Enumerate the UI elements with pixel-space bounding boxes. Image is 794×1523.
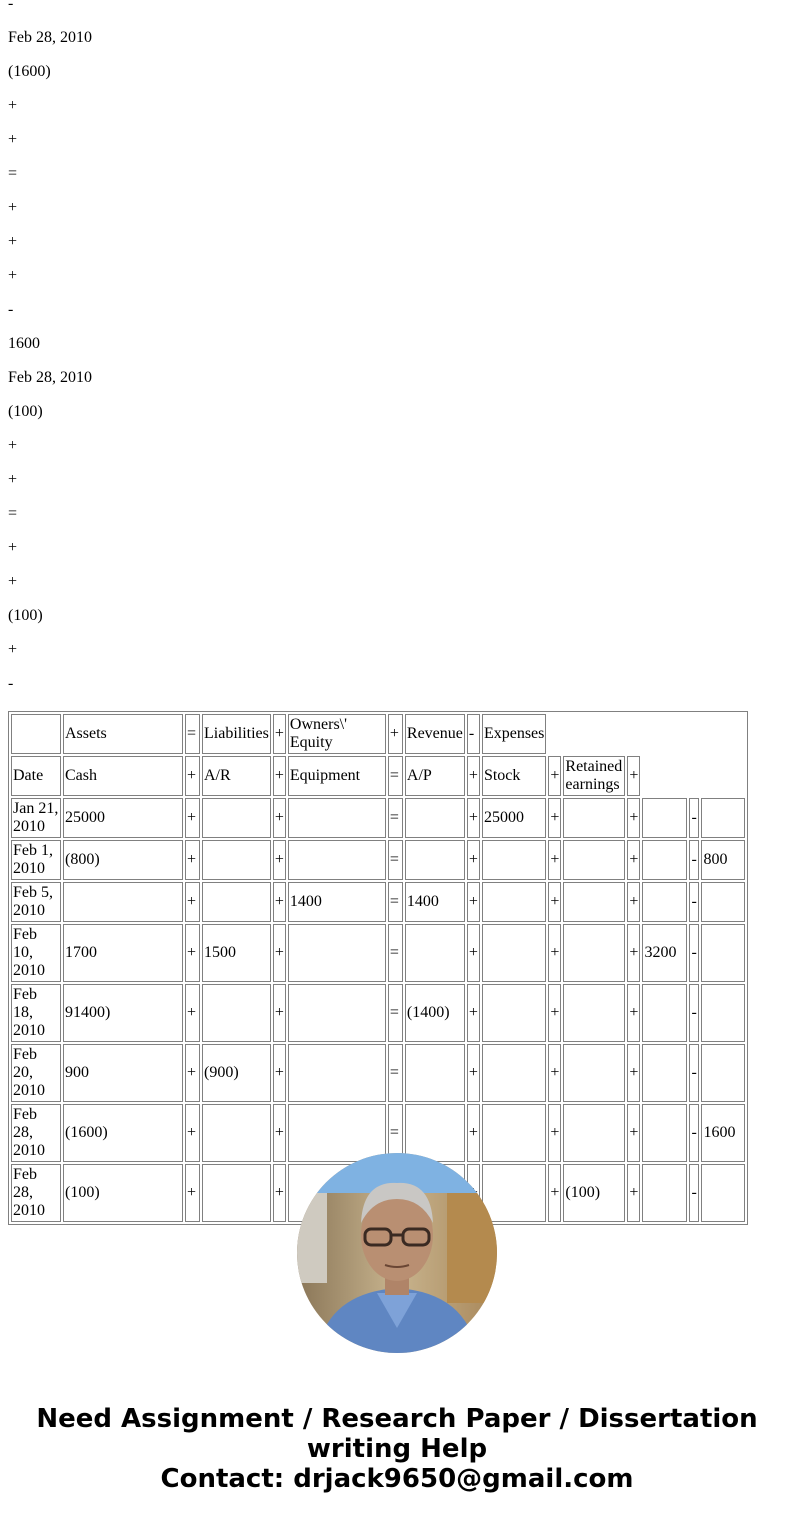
table-cell	[482, 1044, 546, 1102]
table-cell: +	[185, 1164, 200, 1222]
table-cell: -	[467, 714, 480, 754]
table-cell	[563, 924, 625, 982]
table-cell: =	[388, 984, 403, 1042]
table-cell: 1700	[63, 924, 183, 982]
table-row	[11, 984, 745, 1042]
table-cell: Feb 28, 2010	[11, 1104, 61, 1162]
table-cell: (800)	[63, 840, 183, 880]
table-cell: 25000	[63, 798, 183, 838]
table-cell: =	[388, 1044, 403, 1102]
table-cell: =	[388, 756, 403, 796]
table-cell: -	[689, 840, 699, 880]
table-cell	[288, 798, 386, 838]
table-cell: Jan 21, 2010	[11, 798, 61, 838]
loose-line: +	[8, 233, 18, 250]
table-cell: +	[185, 984, 200, 1042]
table-cell: -	[689, 798, 699, 838]
table-cell	[482, 1104, 546, 1162]
table-cell: =	[388, 1104, 403, 1162]
table-cell: -	[689, 1044, 699, 1102]
table-cell: +	[273, 714, 286, 754]
table-cell	[642, 798, 687, 838]
table-cell: Expenses	[482, 714, 546, 754]
table-cell: +	[548, 840, 561, 880]
table-cell: 1600	[701, 1104, 745, 1162]
table-cell	[63, 882, 183, 922]
table-cell: Feb 18, 2010	[11, 984, 61, 1042]
table-cell	[701, 984, 745, 1042]
table-cell: +	[273, 984, 286, 1042]
loose-line: +	[8, 641, 18, 658]
table-cell: +	[185, 924, 200, 982]
loose-line: (100)	[8, 607, 43, 624]
loose-line: +	[8, 539, 18, 556]
table-header-row	[11, 714, 745, 754]
table-cell: -	[689, 882, 699, 922]
table-cell: +	[185, 840, 200, 880]
table-cell: Feb 28, 2010	[11, 1164, 61, 1222]
table-cell: -	[689, 1104, 699, 1162]
table-cell: +	[273, 1044, 286, 1102]
table-cell: +	[388, 714, 403, 754]
loose-line: +	[8, 267, 18, 284]
table-cell: =	[388, 840, 403, 880]
table-cell	[642, 882, 687, 922]
table-cell: (100)	[63, 1164, 183, 1222]
table-cell	[563, 882, 625, 922]
table-row	[11, 1104, 745, 1162]
table-cell	[202, 798, 271, 838]
table-row	[11, 924, 745, 982]
loose-line: +	[8, 437, 18, 454]
table-cell: Feb 1, 2010	[11, 840, 61, 880]
table-cell: +	[548, 984, 561, 1042]
table-cell: +	[273, 1164, 286, 1222]
table-cell: A/P	[405, 756, 465, 796]
table-cell	[642, 1104, 687, 1162]
table-cell: +	[467, 882, 480, 922]
table-cell: +	[548, 756, 561, 796]
table-cell: +	[273, 798, 286, 838]
table-cell: +	[467, 798, 480, 838]
table-cell: Cash	[63, 756, 183, 796]
table-cell	[405, 1104, 465, 1162]
table-cell: +	[273, 756, 286, 796]
cta-line-3: Contact: drjack9650@gmail.com	[160, 1464, 634, 1494]
table-cell: Revenue	[405, 714, 465, 754]
table-cell	[11, 714, 61, 754]
table-cell: +	[627, 798, 640, 838]
table-cell: +	[467, 984, 480, 1042]
table-cell: +	[548, 798, 561, 838]
table-cell	[202, 840, 271, 880]
table-cell	[405, 924, 465, 982]
table-cell: Owners\' Equity	[288, 714, 386, 754]
table-cell	[405, 1044, 465, 1102]
table-cell	[563, 840, 625, 880]
table-cell: +	[273, 840, 286, 880]
table-cell: +	[548, 1104, 561, 1162]
loose-line: -	[8, 0, 14, 12]
table-cell: =	[388, 882, 403, 922]
table-cell	[288, 840, 386, 880]
table-cell: Stock	[482, 756, 546, 796]
table-cell: +	[467, 924, 480, 982]
table-cell	[202, 984, 271, 1042]
table-cell	[701, 1164, 745, 1222]
table-cell: Assets	[63, 714, 183, 754]
table-cell: +	[185, 882, 200, 922]
table-cell: Feb 5, 2010	[11, 882, 61, 922]
table-header-row	[11, 756, 745, 796]
table-cell	[642, 984, 687, 1042]
table-cell	[288, 924, 386, 982]
table-cell: =	[388, 798, 403, 838]
table-row	[11, 798, 745, 838]
loose-line: -	[8, 675, 14, 692]
loose-line: (100)	[8, 403, 43, 420]
table-cell	[563, 1104, 625, 1162]
loose-line: +	[8, 97, 18, 114]
table-cell: -	[689, 924, 699, 982]
table-cell: +	[467, 840, 480, 880]
author-avatar	[297, 1153, 497, 1353]
table-cell: +	[627, 984, 640, 1042]
table-cell: +	[627, 924, 640, 982]
table-cell: +	[467, 756, 480, 796]
loose-line: Feb 28, 2010	[8, 29, 92, 46]
table-cell	[642, 1164, 687, 1222]
table-cell	[288, 1044, 386, 1102]
table-cell: +	[273, 1104, 286, 1162]
loose-line: =	[8, 165, 18, 182]
table-cell: 900	[63, 1044, 183, 1102]
table-cell: +	[548, 1164, 561, 1222]
table-cell: Liabilities	[202, 714, 271, 754]
table-cell: -	[689, 984, 699, 1042]
loose-line: +	[8, 131, 18, 148]
table-cell: 1400	[288, 882, 386, 922]
table-cell: A/R	[202, 756, 271, 796]
table-cell	[482, 1164, 546, 1222]
table-cell: =	[388, 924, 403, 982]
table-cell: +	[627, 1104, 640, 1162]
table-cell: +	[548, 1044, 561, 1102]
table-cell: +	[273, 924, 286, 982]
table-cell	[202, 882, 271, 922]
table-cell	[642, 840, 687, 880]
table-cell	[563, 798, 625, 838]
loose-line: +	[8, 199, 18, 216]
table-cell: +	[185, 1044, 200, 1102]
table-row	[11, 882, 745, 922]
cta-line-2: writing Help	[306, 1434, 488, 1464]
table-cell	[405, 840, 465, 880]
table-cell: (900)	[202, 1044, 271, 1102]
table-row	[11, 1044, 745, 1102]
loose-line: Feb 28, 2010	[8, 369, 92, 386]
table-cell	[482, 924, 546, 982]
table-cell	[405, 798, 465, 838]
table-cell: 1500	[202, 924, 271, 982]
table-cell: (1600)	[63, 1104, 183, 1162]
table-cell: 800	[701, 840, 745, 880]
loose-line: (1600)	[8, 63, 51, 80]
table-cell	[482, 882, 546, 922]
table-cell: +	[185, 798, 200, 838]
loose-line: +	[8, 573, 18, 590]
table-cell: +	[467, 1044, 480, 1102]
table-cell: +	[627, 882, 640, 922]
accounting-equation-table	[8, 711, 748, 1225]
table-cell: +	[627, 756, 640, 796]
table-cell: +	[627, 1044, 640, 1102]
table-cell	[202, 1104, 271, 1162]
table-cell: +	[627, 840, 640, 880]
table-cell: +	[185, 756, 200, 796]
table-cell	[288, 1104, 386, 1162]
table-cell	[701, 924, 745, 982]
table-row	[11, 840, 745, 880]
table-cell: +	[467, 1104, 480, 1162]
table-cell: 1400	[405, 882, 465, 922]
table-cell	[482, 840, 546, 880]
table-cell	[563, 984, 625, 1042]
table-cell: +	[627, 1164, 640, 1222]
table-cell	[288, 984, 386, 1042]
loose-line: =	[8, 505, 18, 522]
table-cell: +	[185, 1104, 200, 1162]
cta-line-1: Need Assignment / Research Paper / Dissertation	[36, 1404, 758, 1434]
table-cell: Date	[11, 756, 61, 796]
table-cell: 91400)	[63, 984, 183, 1042]
loose-line: +	[8, 471, 18, 488]
table-cell: (100)	[563, 1164, 625, 1222]
table-cell: Equipment	[288, 756, 386, 796]
table-cell	[202, 1164, 271, 1222]
loose-lines	[8, 0, 92, 701]
table-cell: Feb 10, 2010	[11, 924, 61, 982]
table-cell	[701, 882, 745, 922]
author-photo	[297, 1153, 497, 1353]
table-cell: +	[548, 882, 561, 922]
table-cell: =	[185, 714, 200, 754]
table-cell: -	[689, 1164, 699, 1222]
table-cell: (1400)	[405, 984, 465, 1042]
loose-line: 1600	[8, 335, 40, 352]
loose-line: -	[8, 301, 14, 318]
contact-banner	[0, 1404, 794, 1494]
table-cell: +	[273, 882, 286, 922]
table-cell	[642, 1044, 687, 1102]
table-cell	[701, 798, 745, 838]
table-cell	[563, 1044, 625, 1102]
table-cell: Feb 20, 2010	[11, 1044, 61, 1102]
table-cell	[701, 1044, 745, 1102]
table-cell	[482, 984, 546, 1042]
table-cell: +	[548, 924, 561, 982]
table-cell: 25000	[482, 798, 546, 838]
table-cell: 3200	[642, 924, 687, 982]
table-cell: Retained earnings	[563, 756, 625, 796]
